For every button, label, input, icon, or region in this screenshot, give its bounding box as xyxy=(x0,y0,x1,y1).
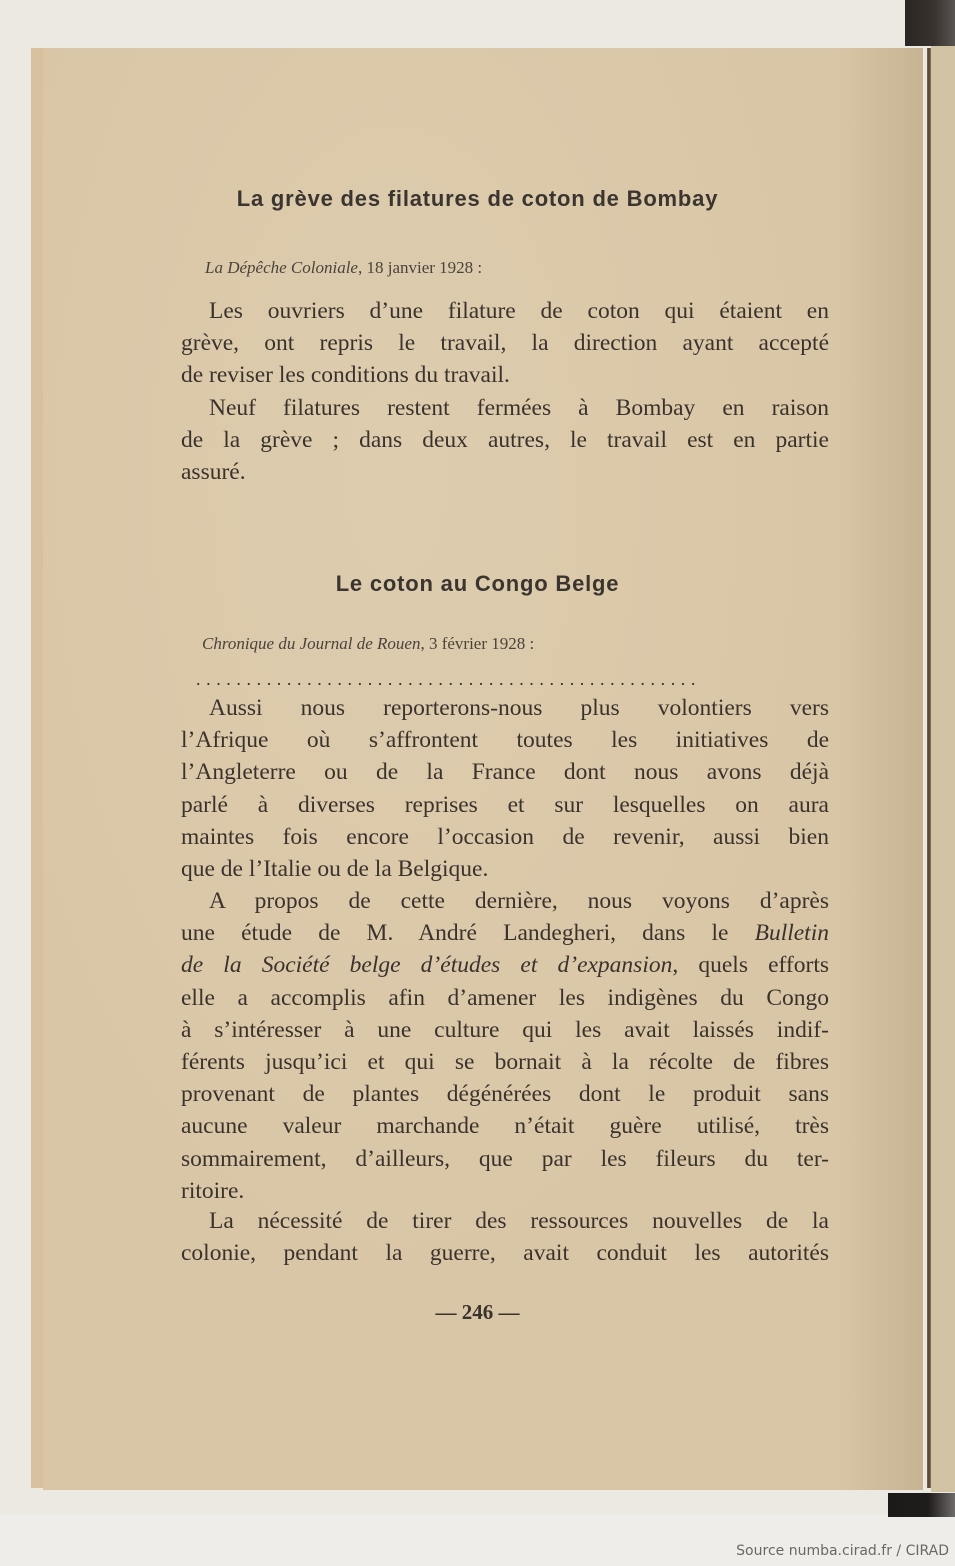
text-line: sommairement, d’ailleurs, que par les fileurs du ter- xyxy=(181,1145,829,1172)
text-line: à s’intéresser à une culture qui les avait laissés indif- xyxy=(181,1016,829,1043)
text-line: La nécessité de tirer des ressources nouvelles de la xyxy=(209,1208,829,1234)
source-credit: Source numba.cirad.fr / CIRAD xyxy=(736,1543,949,1559)
text-line: Neuf filatures restent fermées à Bombay en raison xyxy=(209,395,829,421)
page-number: — 246 — xyxy=(435,1300,520,1324)
text-line: colonie, pendant la guerre, avait conduit les autorités xyxy=(181,1240,829,1267)
text-fragment: , quels efforts xyxy=(672,952,829,979)
text-line: maintes fois encore l’occasion de revenir, aussi bien xyxy=(181,823,829,850)
paragraph xyxy=(181,1205,829,1269)
source-publication: Chronique du Journal de Rouen xyxy=(202,634,421,653)
text-fragment: une étude de M. André Landegheri, dans le xyxy=(181,920,755,947)
text-line: grève, ont repris le travail, la direction ayant accepté xyxy=(181,330,829,357)
text-line xyxy=(181,917,829,949)
text-line: aucune valeur marchande n’était guère utilisé, très xyxy=(181,1113,829,1140)
italic-title-fragment: Bulletin xyxy=(754,920,829,947)
text-line: de reviser les conditions du travail. xyxy=(181,362,510,389)
section-source xyxy=(202,634,534,654)
paragraph xyxy=(181,392,829,489)
text-line: Les ouvriers d’une filature de coton qui étaient en xyxy=(209,298,829,324)
section-title: La grève des filatures de coton de Bombay xyxy=(236,186,719,211)
text-line: l’Afrique où s’affrontent toutes les initiatives de xyxy=(181,727,829,754)
paragraph xyxy=(181,692,829,885)
source-date: , 18 janvier 1928 : xyxy=(357,258,483,277)
section-source xyxy=(205,258,482,278)
scanner-edge-top xyxy=(905,0,955,46)
facing-page-edge xyxy=(931,46,955,1492)
scanner-edge-bottom xyxy=(888,1493,955,1517)
text-line: férents jusqu’ici et qui se bornait à la récolte de fibres xyxy=(181,1048,829,1075)
source-date: , 3 février 1928 : xyxy=(420,634,535,653)
text-line: provenant de plantes dégénérées dont le produit sans xyxy=(181,1081,829,1108)
text-line xyxy=(181,949,829,981)
text-line: ritoire. xyxy=(181,1177,245,1204)
ellipsis-dots: .................................................. xyxy=(196,669,701,685)
text-line: Aussi nous reporterons-nous plus volontiers vers xyxy=(209,695,829,721)
text-line: elle a accomplis afin d’amener les indigènes du Congo xyxy=(181,984,829,1011)
text-line: A propos de cette dernière, nous voyons d’après xyxy=(209,888,829,914)
book-gutter xyxy=(927,48,931,1488)
source-publication: La Dépêche Coloniale xyxy=(205,258,358,277)
text-line: parlé à diverses reprises et sur lesquelles on aura xyxy=(181,791,829,818)
text-line: l’Angleterre ou de la France dont nous avons déjà xyxy=(181,759,829,786)
italic-title-fragment: de la Société belge d’études et d’expansion xyxy=(181,952,673,979)
text-line: assuré. xyxy=(181,459,246,486)
text-line: que de l’Italie ou de la Belgique. xyxy=(181,855,489,882)
paragraph xyxy=(181,885,829,1207)
section-title: Le coton au Congo Belge xyxy=(335,571,620,596)
text-line: de la grève ; dans deux autres, le travail est en partie xyxy=(181,427,829,454)
paragraph xyxy=(181,295,829,392)
